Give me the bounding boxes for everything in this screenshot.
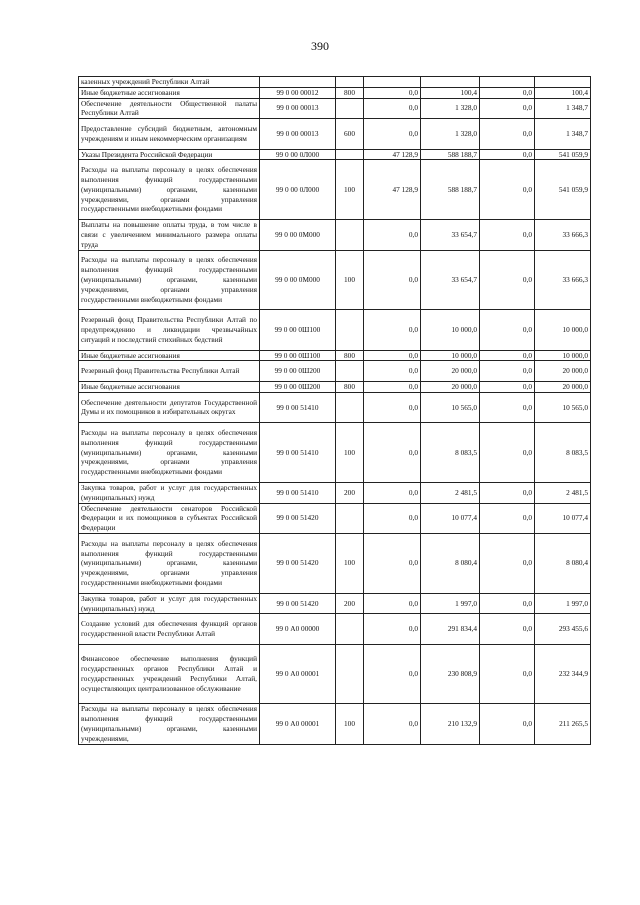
page-number: 390 — [311, 39, 329, 53]
row-code-cell: 99 0 00 51420 — [260, 533, 336, 593]
row-value-2-cell: 588 188,7 — [421, 149, 480, 160]
row-value-1-cell: 0,0 — [364, 644, 421, 704]
row-value-3-cell: 0,0 — [480, 503, 535, 533]
row-code-cell — [260, 77, 336, 88]
row-value-4-cell: 232 344,9 — [535, 644, 591, 704]
row-value-1-cell: 0,0 — [364, 482, 421, 503]
row-value-4-cell: 33 666,3 — [535, 250, 591, 310]
table-row — [79, 160, 591, 220]
row-vr-cell: 100 — [336, 704, 364, 744]
row-value-3-cell: 0,0 — [480, 149, 535, 160]
row-value-4-cell: 2 481,5 — [535, 482, 591, 503]
row-value-1-cell: 0,0 — [364, 423, 421, 483]
row-value-2-cell: 10 565,0 — [421, 392, 480, 422]
row-value-2-cell: 2 481,5 — [421, 482, 480, 503]
row-value-4-cell: 100,4 — [535, 87, 591, 98]
row-code-cell: 99 0 00 51420 — [260, 503, 336, 533]
row-value-1-cell — [364, 77, 421, 88]
row-name-cell: Обеспечение деятельности сенаторов Российской Федерации и их помощников в субъектах Российской Федерации — [79, 503, 260, 533]
row-name-cell: Иные бюджетные ассигнования — [79, 381, 260, 392]
row-value-3-cell: 0,0 — [480, 593, 535, 614]
row-vr-cell: 800 — [336, 87, 364, 98]
row-value-2-cell: 210 132,9 — [421, 704, 480, 744]
row-value-3-cell: 0,0 — [480, 392, 535, 422]
row-vr-cell: 800 — [336, 381, 364, 392]
row-vr-cell — [336, 310, 364, 350]
row-code-cell: 99 0 00 0Л000 — [260, 149, 336, 160]
row-vr-cell: 100 — [336, 160, 364, 220]
row-value-3-cell: 0,0 — [480, 119, 535, 149]
table-row — [79, 310, 591, 350]
row-value-3-cell: 0,0 — [480, 704, 535, 744]
row-value-2-cell: 1 328,0 — [421, 119, 480, 149]
row-code-cell: 99 0 00 51420 — [260, 593, 336, 614]
table-row — [79, 87, 591, 98]
row-value-1-cell: 0,0 — [364, 381, 421, 392]
row-value-1-cell: 0,0 — [364, 533, 421, 593]
row-name-cell: Иные бюджетные ассигнования — [79, 350, 260, 361]
row-vr-cell — [336, 77, 364, 88]
row-value-4-cell: 10 000,0 — [535, 310, 591, 350]
row-value-3-cell: 0,0 — [480, 160, 535, 220]
row-name-cell: Иные бюджетные ассигнования — [79, 87, 260, 98]
table-row — [79, 250, 591, 310]
row-name-cell: Расходы на выплаты персоналу в целях обеспечения выполнения функций государственными (муниципальными) органами, казенными учреждениями, органами управления государственными внебюджетными фондами — [79, 250, 260, 310]
row-value-1-cell: 0,0 — [364, 392, 421, 422]
row-value-1-cell: 0,0 — [364, 704, 421, 744]
row-value-3-cell: 0,0 — [480, 423, 535, 483]
row-code-cell: 99 0 00 0М000 — [260, 220, 336, 250]
row-value-1-cell: 0,0 — [364, 503, 421, 533]
row-vr-cell: 800 — [336, 350, 364, 361]
row-value-3-cell: 0,0 — [480, 361, 535, 382]
row-code-cell: 99 0 00 51410 — [260, 392, 336, 422]
row-value-2-cell: 20 000,0 — [421, 381, 480, 392]
table-row — [79, 361, 591, 382]
row-vr-cell — [336, 614, 364, 644]
row-name-cell: Расходы на выплаты персоналу в целях обеспечения выполнения функций государственными (муниципальными) органами, казенными учреждениями, органами управления государственными внебюджетными фондами — [79, 423, 260, 483]
row-value-4-cell: 20 000,0 — [535, 381, 591, 392]
table-row — [79, 350, 591, 361]
row-value-2-cell: 291 834,4 — [421, 614, 480, 644]
row-vr-cell: 100 — [336, 423, 364, 483]
row-value-3-cell: 0,0 — [480, 87, 535, 98]
row-code-cell: 99 0 А0 00001 — [260, 644, 336, 704]
row-value-3-cell: 0,0 — [480, 644, 535, 704]
table-row — [79, 220, 591, 250]
row-name-cell: Расходы на выплаты персоналу в целях обеспечения выполнения функций государственными (муниципальными) органами, казенными учреждениями, — [79, 704, 260, 744]
table-row — [79, 381, 591, 392]
row-vr-cell: 100 — [336, 533, 364, 593]
row-value-2-cell: 33 654,7 — [421, 250, 480, 310]
row-value-1-cell: 0,0 — [364, 250, 421, 310]
row-code-cell: 99 0 00 51410 — [260, 482, 336, 503]
row-value-4-cell: 8 080,4 — [535, 533, 591, 593]
row-value-4-cell: 1 348,7 — [535, 119, 591, 149]
row-code-cell: 99 0 00 0М000 — [260, 250, 336, 310]
row-name-cell: Обеспечение деятельности Общественной палаты Республики Алтай — [79, 98, 260, 119]
row-value-4-cell: 211 265,5 — [535, 704, 591, 744]
row-value-2-cell: 8 083,5 — [421, 423, 480, 483]
row-value-3-cell: 0,0 — [480, 220, 535, 250]
row-code-cell: 99 0 00 0Ш200 — [260, 381, 336, 392]
row-vr-cell — [336, 644, 364, 704]
row-value-1-cell: 0,0 — [364, 361, 421, 382]
row-code-cell: 99 0 А0 00000 — [260, 614, 336, 644]
row-name-cell: Финансовое обеспечение выполнения функций государственных органов Республики Алтай и государственных учреждений Республики Алтай, осуществляющих централизованное обслуживание — [79, 644, 260, 704]
table-row — [79, 704, 591, 744]
row-name-cell: Обеспечение деятельности депутатов Государственной Думы и их помощников в избирательных округах — [79, 392, 260, 422]
row-value-3-cell: 0,0 — [480, 98, 535, 119]
row-value-3-cell: 0,0 — [480, 250, 535, 310]
row-value-2-cell: 588 188,7 — [421, 160, 480, 220]
row-value-1-cell: 0,0 — [364, 220, 421, 250]
row-name-cell: Создание условий для обеспечения функций органов государственной власти Республики Алтай — [79, 614, 260, 644]
row-vr-cell — [336, 98, 364, 119]
table-row — [79, 644, 591, 704]
row-vr-cell: 200 — [336, 482, 364, 503]
row-value-3-cell: 0,0 — [480, 381, 535, 392]
row-value-4-cell: 293 455,6 — [535, 614, 591, 644]
row-vr-cell — [336, 361, 364, 382]
row-value-3-cell — [480, 77, 535, 88]
row-value-2-cell: 8 080,4 — [421, 533, 480, 593]
row-value-4-cell: 33 666,3 — [535, 220, 591, 250]
row-value-1-cell: 0,0 — [364, 593, 421, 614]
row-code-cell: 99 0 А0 00001 — [260, 704, 336, 744]
row-value-1-cell: 0,0 — [364, 310, 421, 350]
table-row — [79, 482, 591, 503]
row-name-cell: Предоставление субсидий бюджетным, автономным учреждениям и иным некоммерческим организациям — [79, 119, 260, 149]
table-row — [79, 77, 591, 88]
row-value-4-cell: 10 000,0 — [535, 350, 591, 361]
row-value-3-cell: 0,0 — [480, 350, 535, 361]
row-value-2-cell — [421, 77, 480, 88]
row-value-3-cell: 0,0 — [480, 482, 535, 503]
row-value-2-cell: 100,4 — [421, 87, 480, 98]
row-value-4-cell: 1 348,7 — [535, 98, 591, 119]
row-vr-cell — [336, 149, 364, 160]
row-value-4-cell: 1 997,0 — [535, 593, 591, 614]
row-value-1-cell: 0,0 — [364, 350, 421, 361]
row-value-3-cell: 0,0 — [480, 310, 535, 350]
row-vr-cell: 100 — [336, 250, 364, 310]
table-row — [79, 423, 591, 483]
row-name-cell: Закупка товаров, работ и услуг для государственных (муниципальных) нужд — [79, 482, 260, 503]
row-name-cell: Расходы на выплаты персоналу в целях обеспечения выполнения функций государственными (муниципальными) органами, казенными учреждениями, органами управления государственными внебюджетными фондами — [79, 160, 260, 220]
row-value-2-cell: 33 654,7 — [421, 220, 480, 250]
row-value-2-cell: 10 000,0 — [421, 310, 480, 350]
row-code-cell: 99 0 00 00013 — [260, 119, 336, 149]
row-value-2-cell: 20 000,0 — [421, 361, 480, 382]
table-row — [79, 533, 591, 593]
row-value-2-cell: 10 077,4 — [421, 503, 480, 533]
budget-table — [78, 76, 591, 745]
row-name-cell: Указы Президента Российской Федерации — [79, 149, 260, 160]
row-value-4-cell: 20 000,0 — [535, 361, 591, 382]
table-row — [79, 503, 591, 533]
row-code-cell: 99 0 00 0Ш200 — [260, 361, 336, 382]
row-name-cell: казенных учреждений Республики Алтай — [79, 77, 260, 88]
row-value-4-cell: 8 083,5 — [535, 423, 591, 483]
table-row — [79, 593, 591, 614]
row-value-1-cell: 0,0 — [364, 98, 421, 119]
table-row — [79, 392, 591, 422]
row-code-cell: 99 0 00 0Ш100 — [260, 350, 336, 361]
row-name-cell: Расходы на выплаты персоналу в целях обеспечения выполнения функций государственными (муниципальными) органами, казенными учреждениями, органами управления государственными внебюджетными фондами — [79, 533, 260, 593]
table-row — [79, 98, 591, 119]
row-value-4-cell: 10 077,4 — [535, 503, 591, 533]
row-value-4-cell — [535, 77, 591, 88]
row-value-1-cell: 0,0 — [364, 87, 421, 98]
row-name-cell: Закупка товаров, работ и услуг для государственных (муниципальных) нужд — [79, 593, 260, 614]
row-value-4-cell: 541 059,9 — [535, 160, 591, 220]
row-code-cell: 99 0 00 0Л000 — [260, 160, 336, 220]
row-code-cell: 99 0 00 0Ш100 — [260, 310, 336, 350]
row-name-cell: Резервный фонд Правительства Республики Алтай — [79, 361, 260, 382]
row-value-3-cell: 0,0 — [480, 533, 535, 593]
row-value-4-cell: 541 059,9 — [535, 149, 591, 160]
row-value-1-cell: 0,0 — [364, 119, 421, 149]
row-vr-cell: 600 — [336, 119, 364, 149]
row-value-1-cell: 47 128,9 — [364, 160, 421, 220]
row-value-1-cell: 47 128,9 — [364, 149, 421, 160]
table-row — [79, 119, 591, 149]
row-vr-cell — [336, 220, 364, 250]
row-value-3-cell: 0,0 — [480, 614, 535, 644]
table-row — [79, 614, 591, 644]
row-code-cell: 99 0 00 00012 — [260, 87, 336, 98]
row-value-2-cell: 10 000,0 — [421, 350, 480, 361]
row-code-cell: 99 0 00 51410 — [260, 423, 336, 483]
row-value-2-cell: 1 997,0 — [421, 593, 480, 614]
row-name-cell: Резервный фонд Правительства Республики Алтай по предупреждению и ликвидации чрезвычайных ситуаций и последствий стихийных бедствий — [79, 310, 260, 350]
row-vr-cell — [336, 392, 364, 422]
table-row — [79, 149, 591, 160]
row-value-2-cell: 1 328,0 — [421, 98, 480, 119]
row-value-2-cell: 230 808,9 — [421, 644, 480, 704]
row-vr-cell: 200 — [336, 593, 364, 614]
row-name-cell: Выплаты на повышение оплаты труда, в том числе в связи с увеличением минимального размера оплаты труда — [79, 220, 260, 250]
row-value-4-cell: 10 565,0 — [535, 392, 591, 422]
row-value-1-cell: 0,0 — [364, 614, 421, 644]
row-code-cell: 99 0 00 00013 — [260, 98, 336, 119]
row-vr-cell — [336, 503, 364, 533]
table-body — [79, 77, 591, 745]
